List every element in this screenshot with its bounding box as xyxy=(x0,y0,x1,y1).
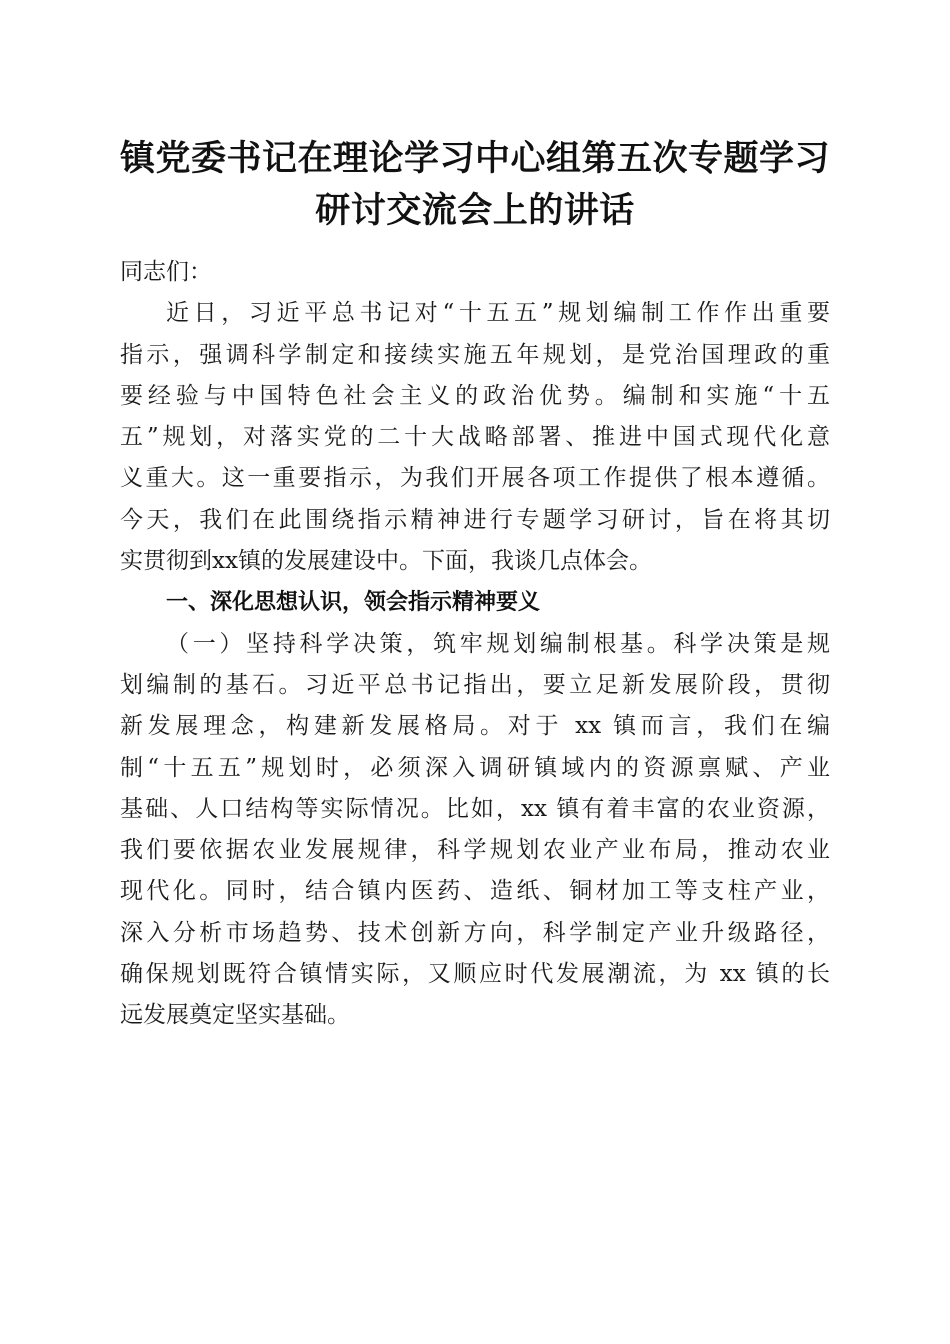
para2-line-10: 远发展奠定坚实基础。 xyxy=(120,1002,350,1029)
para1-line-1: 近日，习近平总书记对“十五五”规划编制工作作出重要 xyxy=(166,300,830,327)
title-line-1: 镇党委书记在理论学习中心组第五次专题学习 xyxy=(119,138,830,179)
section-heading-1: 一、深化思想认识，领会指示精神要义 xyxy=(166,590,541,616)
para1-line-7: 实贯彻到xx镇的发展建设中。下面，我谈几点体会。 xyxy=(120,548,652,575)
para1-line-6: 今天，我们在此围绕指示精神进行专题学习研讨，旨在将其切 xyxy=(120,506,830,533)
para1-line-5: 义重大。这一重要指示，为我们开展各项工作提供了根本遵循。 xyxy=(120,465,830,492)
para2-line-3: 新发展理念，构建新发展格局。对于 xx 镇而言，我们在编 xyxy=(120,713,830,740)
para2-line-4: 制“十五五”规划时，必须深入调研镇域内的资源禀赋、产业 xyxy=(120,754,830,781)
para2-line-1: （一）坚持科学决策，筑牢规划编制根基。科学决策是规 xyxy=(166,630,830,657)
para2-line-8: 深入分析市场趋势、技术创新方向，科学制定产业升级路径， xyxy=(120,919,830,946)
para2-line-6: 我们要依据农业发展规律，科学规划农业产业布局，推动农业 xyxy=(120,837,830,864)
para1-line-3: 要经验与中国特色社会主义的政治优势。编制和实施“十五 xyxy=(120,382,830,409)
title-line-2: 研讨交流会上的讲话 xyxy=(315,190,635,231)
para1-line-2: 指示，强调科学制定和接续实施五年规划，是党治国理政的重 xyxy=(120,341,830,368)
para1-line-4: 五”规划，对落实党的二十大战略部署、推进中国式现代化意 xyxy=(120,424,830,451)
para2-line-7: 现代化。同时，结合镇内医药、造纸、铜材加工等支柱产业， xyxy=(120,878,830,905)
para2-line-9: 确保规划既符合镇情实际，又顺应时代发展潮流，为 xx 镇的长 xyxy=(120,961,830,988)
para2-line-5: 基础、人口结构等实际情况。比如，xx 镇有着丰富的农业资源， xyxy=(120,795,830,822)
document-title xyxy=(100,133,850,237)
para2-line-2: 划编制的基石。习近平总书记指出，要立足新发展阶段，贯彻 xyxy=(120,671,830,698)
document-body xyxy=(120,252,830,1037)
greeting: 同志们： xyxy=(120,259,212,285)
